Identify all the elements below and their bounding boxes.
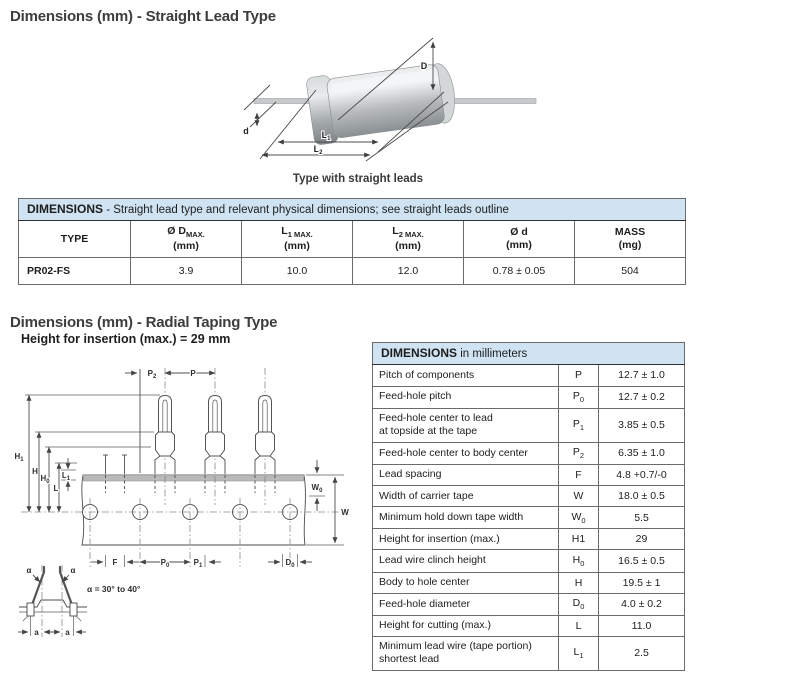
dim-label-P0: $P_0$ bbox=[160, 558, 170, 569]
t2-symbol: $P_2$ bbox=[559, 442, 599, 464]
t1-type-cell: PR02-FS bbox=[19, 257, 131, 284]
t2-label: Minimum lead wire (tape portion) shortest lead bbox=[373, 636, 559, 670]
dim-label-d: d bbox=[243, 126, 249, 136]
t2-title-bold: DIMENSIONS bbox=[381, 346, 458, 360]
dim-label-F: F bbox=[112, 558, 118, 567]
t1-column-header-row bbox=[19, 221, 686, 258]
t2-row bbox=[373, 442, 685, 464]
dim-label-W0: $W_0$ bbox=[311, 483, 323, 494]
dim-label-a-right: a bbox=[65, 628, 70, 637]
t2-row bbox=[373, 507, 685, 529]
section2-title: Dimensions (mm) - Radial Taping Type bbox=[10, 314, 278, 331]
t1-title-rest: - Straight lead type and relevant physical dimensions; see straight leads outline bbox=[103, 204, 509, 216]
t2-symbol: F bbox=[559, 464, 599, 485]
t2-value: 12.7 ± 0.2 bbox=[599, 386, 685, 408]
dim-label-H0: $H_0$ bbox=[40, 474, 50, 485]
alpha-label-left: α bbox=[26, 566, 32, 575]
t1-value-cell: 3.9 bbox=[131, 257, 242, 284]
t2-value: 2.5 bbox=[599, 636, 685, 670]
dim-label-L2: $L_2$ bbox=[313, 144, 323, 156]
t1-value-cell: 12.0 bbox=[353, 257, 464, 284]
t2-value: 16.5 ± 0.5 bbox=[599, 550, 685, 572]
taped-component-leads bbox=[103, 455, 127, 493]
t1-col-header: TYPE bbox=[19, 221, 131, 258]
t2-label: Feed-hole pitch bbox=[373, 386, 559, 408]
t2-title-rest: in millimeters bbox=[457, 348, 528, 360]
t2-label: Width of carrier tape bbox=[373, 486, 559, 507]
t2-row bbox=[373, 529, 685, 550]
t2-value: 12.7 ± 1.0 bbox=[599, 365, 685, 386]
t1-col-header: MASS (mg) bbox=[575, 221, 686, 258]
t1-col-header: Ø $D_{MAX.}$ (mm) bbox=[131, 221, 242, 258]
t2-row bbox=[373, 464, 685, 485]
t2-value: 11.0 bbox=[599, 615, 685, 636]
t1-value-cell: 504 bbox=[575, 257, 686, 284]
t2-label: Feed-hole diameter bbox=[373, 593, 559, 615]
t2-symbol: W bbox=[559, 486, 599, 507]
t1-title-bold: DIMENSIONS bbox=[27, 202, 104, 216]
t1-col-header: $L_{2 MAX.}$ (mm) bbox=[353, 221, 464, 258]
t2-symbol: P bbox=[559, 365, 599, 386]
dim-label-W: W bbox=[341, 508, 349, 517]
t2-label: Height for cutting (max.) bbox=[373, 615, 559, 636]
dim-label-D0: $D_0$ bbox=[285, 558, 295, 569]
alpha-range-note: α = 30° to 40° bbox=[87, 584, 141, 594]
t2-symbol: H1 bbox=[559, 529, 599, 550]
t2-row bbox=[373, 615, 685, 636]
straight-lead-illustration bbox=[230, 24, 560, 194]
dim-label-L1: $L_1$ bbox=[61, 471, 71, 482]
dim-label-a-left: a bbox=[34, 628, 39, 637]
radial-taping-diagram bbox=[3, 355, 358, 667]
illustration-caption: Type with straight leads bbox=[292, 173, 424, 185]
t2-row bbox=[373, 365, 685, 386]
t2-label: Height for insertion (max.) bbox=[373, 529, 559, 550]
t2-label: Feed-hole center to lead at topside at the tape bbox=[373, 408, 559, 442]
t2-label: Lead spacing bbox=[373, 464, 559, 485]
t2-symbol: $W_0$ bbox=[559, 507, 599, 529]
dim-label-P2: $P_2$ bbox=[147, 369, 157, 380]
dim-label-L: L bbox=[53, 484, 59, 493]
clinch-angle-inset bbox=[18, 565, 141, 637]
t2-value: 5.5 bbox=[599, 507, 685, 529]
t2-label: Body to hole center bbox=[373, 572, 559, 593]
t1-value-cell: 0.78 ± 0.05 bbox=[464, 257, 575, 284]
alpha-label-right: α bbox=[70, 566, 76, 575]
dim-label-P: P bbox=[190, 369, 196, 378]
t1-data-row bbox=[19, 257, 686, 284]
resistor-body bbox=[306, 58, 459, 146]
t1-col-header: $L_{1 MAX.}$ (mm) bbox=[242, 221, 353, 258]
t2-symbol: $H_0$ bbox=[559, 550, 599, 572]
t2-symbol: L bbox=[559, 615, 599, 636]
t2-label: Feed-hole center to body center bbox=[373, 442, 559, 464]
t2-value: 19.5 ± 1 bbox=[599, 572, 685, 593]
t2-value: 4.8 +0.7/-0 bbox=[599, 464, 685, 485]
t2-row bbox=[373, 550, 685, 572]
t2-symbol: H bbox=[559, 572, 599, 593]
t2-label: Minimum hold down tape width bbox=[373, 507, 559, 529]
t2-symbol: $P_0$ bbox=[559, 386, 599, 408]
t2-row bbox=[373, 486, 685, 507]
t2-row bbox=[373, 408, 685, 442]
t1-value-cell: 10.0 bbox=[242, 257, 353, 284]
t2-value: 6.35 ± 1.0 bbox=[599, 442, 685, 464]
t2-row bbox=[373, 593, 685, 615]
t1-title bbox=[19, 199, 686, 221]
dim-label-L1: $L_1$ bbox=[321, 130, 331, 142]
t2-symbol: $D_0$ bbox=[559, 593, 599, 615]
t2-value: 3.85 ± 0.5 bbox=[599, 408, 685, 442]
straight-lead-table bbox=[18, 198, 686, 285]
dim-label-H1: $H_1$ bbox=[14, 452, 24, 463]
t2-value: 29 bbox=[599, 529, 685, 550]
carrier-tape bbox=[82, 475, 306, 545]
t2-value: 18.0 ± 0.5 bbox=[599, 486, 685, 507]
t2-label: Lead wire clinch height bbox=[373, 550, 559, 572]
dim-label-H: H bbox=[32, 467, 38, 476]
dim-label-P1: $P_1$ bbox=[193, 558, 203, 569]
radial-taping-table bbox=[372, 342, 685, 671]
t2-row bbox=[373, 386, 685, 408]
t2-label: Pitch of components bbox=[373, 365, 559, 386]
dim-label-D: D bbox=[420, 61, 428, 71]
t2-symbol: $P_1$ bbox=[559, 408, 599, 442]
insertion-height-note: Height for insertion (max.) = 29 mm bbox=[21, 332, 231, 346]
t2-title bbox=[373, 343, 685, 365]
t2-symbol: $L_1$ bbox=[559, 636, 599, 670]
section1-title: Dimensions (mm) - Straight Lead Type bbox=[10, 8, 276, 25]
t2-row bbox=[373, 636, 685, 670]
t1-col-header: Ø d (mm) bbox=[464, 221, 575, 258]
t2-row bbox=[373, 572, 685, 593]
t2-value: 4.0 ± 0.2 bbox=[599, 593, 685, 615]
